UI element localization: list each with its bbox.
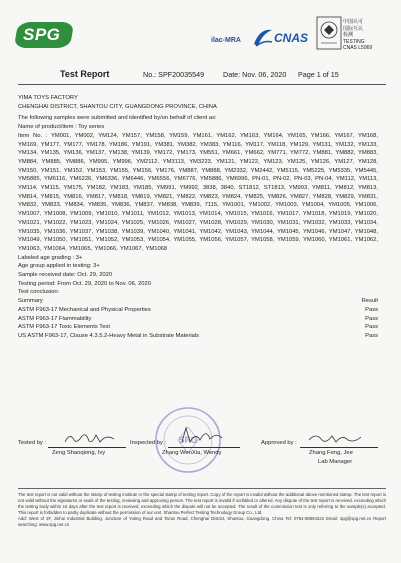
cnas-info-line: 检测 [343,32,354,38]
test-result: Pass [365,315,378,322]
testing-period: Testing period: From Oct. 29, 2020 to Nov. 06, 2020 [18,280,151,287]
product-name: Name of product/item : Toy series [18,124,105,131]
test-name: US ASTM F963-17, Clause 4.3.5.2-Heavy Metal in Substrate Materials [18,332,200,339]
test-result: Pass [365,332,378,339]
report-date: Date: Nov. 06, 2020 [223,70,287,79]
footer-disclaimer: The test report is not valid without the stamp of testing institute or the special stamp of testing report. Copy of the report is invalid without the additional above mentioned stamp. The test report is not valid without the signatures or seals of the testing, reviewing and approving person. The test report is invalid if scribbled or altered. Any dispute of the test report is received, exceeding which the testing body within 15 days after the test report is received, exceeding which the dispute will not be accepted. The result of the commission test is only referring to the sample(s) accepted. This report is forbidden to partly duplicate without the permission of our unit. Shantou Perfect Testing Technology Group Co., Ltd. [18,492,386,515]
report-number: No.: SPF20035549 [143,70,205,79]
ilac-mra-logo [211,37,249,47]
report-body [18,94,386,341]
summary-row [18,306,386,315]
summary-row [18,315,386,324]
sample-received-date: Sample received date: Oct. 29, 2020 [18,272,113,279]
inspected-by-line [168,447,240,448]
result-label: Result [361,298,378,305]
report-footer [18,492,386,528]
summary-row [18,323,386,332]
approver-title: Lab Manager [318,459,353,465]
cnas-logo [252,26,310,50]
logo-text: SPG [23,25,61,44]
cnas-info-line: 中国认可 [343,19,364,25]
tester-name: Zeng Shaoqiong, Ivy [52,450,106,456]
samples-intro: The following samples were submitted and identified by/on behalf of client as: [18,115,217,122]
report-title: Test Report [60,69,110,79]
cnas-seal-icon [316,16,342,50]
cnas-accreditation-info [343,19,372,52]
summary-label: Summary [18,298,43,305]
ilac-label: ilac-MRA [211,37,241,44]
cnas-info-line: CNAS L5969 [343,45,373,51]
summary-row [18,332,386,341]
footer-address: Add: West of 2F, Jinhui Industrial Building, Juncture of Yuting Road and Tai'an Road, Chenghai District, Shantou, Guangdong, China Tel: 0754-88894222 Email: spg@spg.net.cn Report searching: www.spg.net.cn [18,516,386,527]
client-name: YIMA TOYS FACTORY [18,95,78,101]
client-address: CHENGHAI DISTRICT, SHANTOU CITY, GUANGDONG PROVINCE, CHINA [18,103,217,110]
tested-by-label: Tested by : [18,440,47,446]
item-number-list: Item No. : YM001, YM002, YM124, YM157, YM158, YM159, YM161, YM162, YM163, YM164, YM165, YM166, YM167, YM168, YM169, YM177, YM177, YM178, YM186, YM191, YM381, YM382, YM383, YM116, YM117, YM118, YM129, YM131, YM132, YM133, YM134, YM135, YM136, YM137, YM138, YM139, YM172, YM173, YM551, YM661, YM662, YM771, YM772, YM881, YM882, YM883, YM884, YM885, YM886, YM995, YM996, YM2112, YM3113, YM3223, YM121, YM122, YM123, YM125, YM126, YM127, YM128, YM150, YM151, YM152, YM153, YM155, YM156, YM176, YM887, YM888, YM2332, YM2442, YM5115, YM5225, YM5335, YM5445, YM5885, YM6116, YM6226, YM6336, YM6446, YM6556, YM6776, YM5886, YM6996, PN-01, PN-02, PN-03, PN-04, YM112, YM113, YM114, YM115, YM175, YM182, YM183, YM185, YM991, YM992, 3838, 3840, ST1812, ST1813, YM993, YM811, YM812, YM813, YM814, YM815, YM816, YM817, YM818, YM819, YM821, YM822, YM823, YM824, YM825, YM826, YM827, YM828, YM829, YM831, YM832, YM833, YM834, YM835, YM836, YM837, YM838, YM839, 7115, YM1001, YM1002, YM1003, YM1004, YM1005, YM1006, YM1007, YM1008, YM1009, YM1010, YM1011, YM1012, YM1013, YM1014, YM1015, YM1016, YM1017, YM1018, YM1019, YM1020, YM1021, YM1022, YM1023, YM1024, YM1025, YM1026, YM1027, YM1028, YM1029, YM1030, YM1031, YM1032, YM1033, YM1034, YM1035, YM1036, YM1037, YM1038, YM1039, YM1040, YM1041, YM1042, YM1043, YM1044, YM1045, YM1046, YM1047, YM1048, YM1049, YM1050, YM1051, YM1052, YM1053, YM1054, YM1055, YM1056, YM1057, YM1058, YM1059, YM1060, YM1061, YM1062, YM1063, YM1064, YM1065, YM1066, YM1067, YM1068 [18,132,378,252]
approver-name: Zhang Feng, Jee [309,450,353,456]
conclusion-heading: Test conclusion: [18,289,60,296]
test-result: Pass [365,306,378,313]
test-name: ASTM F963-17 Toxic Elements Test [18,324,110,331]
approved-by-line [300,447,378,448]
test-name: ASTM F963-17 Flammability [18,315,92,322]
cnas-swoosh-icon [252,26,274,50]
cnas-info-line: 国际互认 [343,25,364,32]
age-group: Age group applied in testing: 3+ [18,263,100,270]
summary-header-row [18,297,386,306]
tester-signature [62,430,117,446]
header-divider [18,84,386,85]
stamp-label: SPG [178,435,198,445]
tested-by-line [48,447,126,448]
test-name: ASTM F963-17 Mechanical and Physical Properties [18,306,151,313]
cnas-label: CNAS [274,31,309,45]
inspector-signature [178,424,228,446]
footer-divider [18,488,386,489]
inspected-by-label: Inspected by : [130,440,167,446]
inspector-name: Zhang WenXia, Wendy [162,450,222,456]
test-result: Pass [365,324,378,331]
age-grading: Labeled age grading : 3+ [18,254,83,261]
report-header [18,70,386,82]
approved-by-label: Approved by : [261,440,297,446]
cnas-info-line: TESTING [343,38,365,45]
page-indicator: Page 1 of 15 [298,70,339,79]
spg-logo [16,22,72,48]
approver-signature [306,430,364,446]
